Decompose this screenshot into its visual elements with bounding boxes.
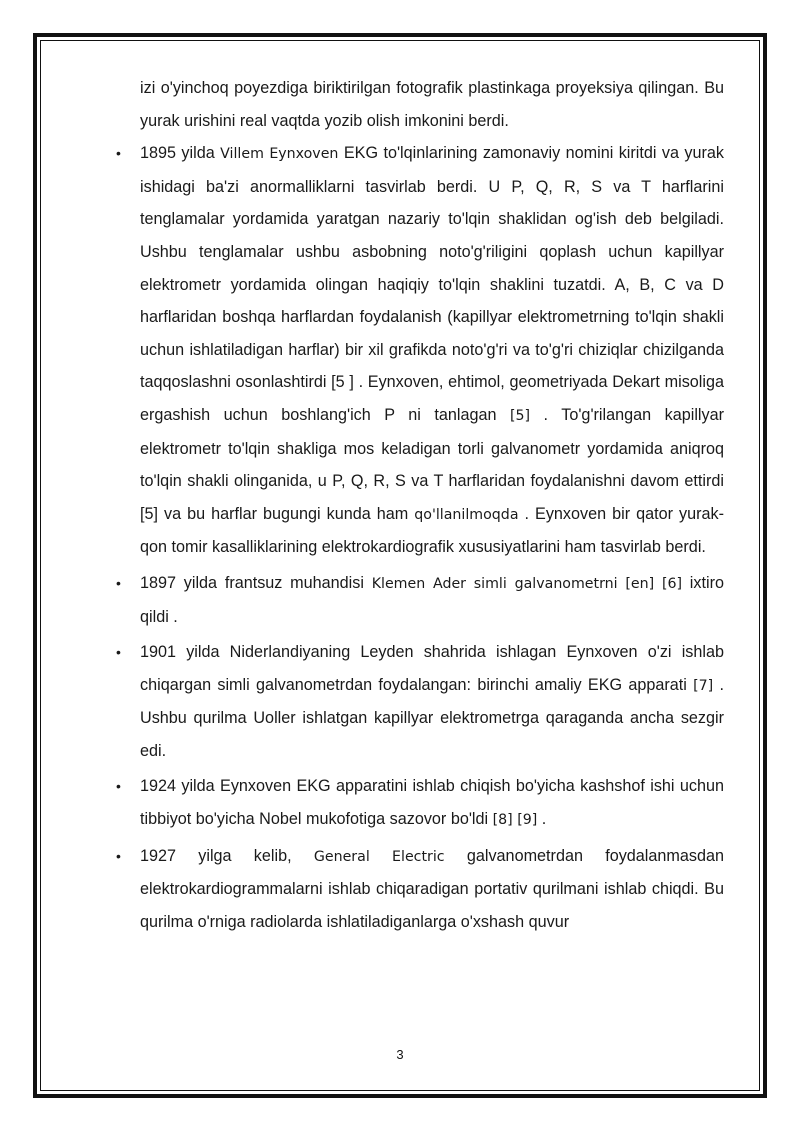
- list-item: [140, 770, 724, 836]
- reference-link[interactable]: Klemen Ader simli galvanometrni [en] [6]: [371, 575, 683, 592]
- text-span: 1897 yilda frantsuz muhandisi: [140, 573, 372, 592]
- text-span: EKG to'lqinlarining zamonaviy nomini kiritdi va yurak ishidagi ba'zi anormalliklarni tasvirlab berdi. U P, Q, R, S va T harflarini tenglamalar yordamida yaratgan nazariy to'lqin shaklidan og'ish deb belgiladi. Ushbu tenglamalar ushbu asbobning noto'g'riligini qoplash uchun kapillyar elektrometr yordamida olingan haqiqiy to'lqin shaklini tuzatdi. A, B, C va D harflaridan boshqa harflardan foydalanish (kapillyar elektrometrning to'lqin shakli uchun ishlatiladigan harflar) bir xil grafikda noto'g'ri va to'g'ri chiziqlar chizilganda taqqoslashni osonlashtirdi [5 ] . Eynxoven, ehtimol, geometriyada Dekart misoliga ergashish uchun boshlang'ich P ni tanlagan: [140, 144, 724, 424]
- text-span: 1895 yilda: [140, 144, 221, 163]
- list-item: [140, 636, 724, 767]
- page-content: [140, 72, 724, 941]
- company-name[interactable]: General Electric: [313, 848, 445, 865]
- text-span: . To'g'rilangan kapillyar elektrometr to'lqin shakliga mos keladigan torli galvanometr yordamida aniqroq to'lqin shakli olinganida, u P, Q, R, S va T harflaridan foydalanishni davom ettirdi [5] va bu harflar bugungi kunda ham: [140, 405, 724, 523]
- text-span: 1924 yilda Eynxoven EKG apparatini ishlab chiqish bo'yicha kashshof ishi uchun tibbiyot bo'yicha Nobel mukofotiga sazovor bo'ldi: [140, 777, 724, 829]
- text-span: . Ushbu qurilma Uoller ishlatgan kapillyar elektrometrga qaraganda ancha sezgir edi.: [140, 675, 724, 760]
- text-span: 1927 yilga kelib,: [140, 846, 314, 865]
- text-span: . Eynxoven bir qator yurak-qon tomir kasalliklarining elektrokardiografik xususiyatlarini ham tasvirlab berdi.: [140, 504, 725, 557]
- reference-link[interactable]: [8] [9]: [492, 812, 538, 829]
- text-span: 1901 yilda Niderlandiyaning Leyden shahrida ishlagan Eynxoven o'zi ishlab chiqargan simli galvanometrdan foydalangan: birinchi amaliy EKG apparati: [140, 643, 724, 694]
- text-span: ixtiro qildi .: [140, 573, 724, 626]
- text-span: galvanometrdan foydalanmasdan elektrokardiogrammalarni ishlab chiqaradigan portativ qurilmani ishlab chiqdi. Bu qurilma o'rniga radiolarda ishlatiladiganlarga o'xshash quvur: [140, 846, 724, 931]
- text-span: .: [537, 810, 547, 829]
- bullet-list: [140, 137, 724, 938]
- reference-link[interactable]: [7]: [693, 677, 714, 694]
- person-name: Villem Eynxoven: [220, 146, 339, 163]
- reference-link[interactable]: [5]: [509, 407, 531, 424]
- intro-paragraph: izi o'yinchoq poyezdiga biriktirilgan fotografik plastinkaga proyeksiya qilingan. Bu yurak urishini real vaqtda yozib olish imkonini berdi.: [140, 79, 724, 130]
- list-item: [140, 567, 724, 633]
- list-item: [140, 137, 724, 564]
- page-number: 3: [396, 1047, 404, 1062]
- list-item: [140, 840, 724, 939]
- text-span: qo'llanilmoqda: [414, 506, 519, 523]
